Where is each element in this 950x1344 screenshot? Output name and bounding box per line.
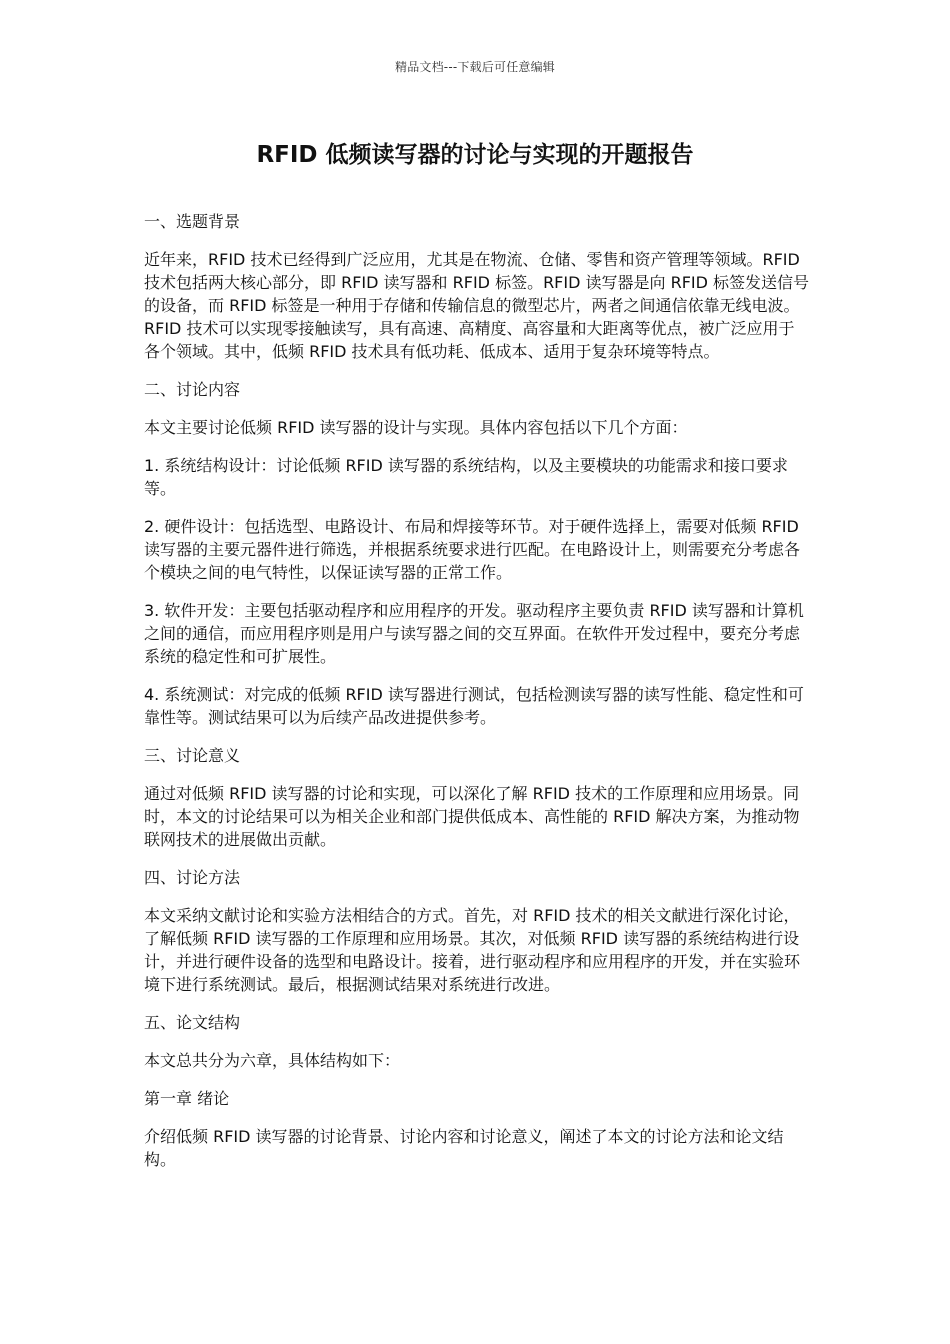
section-heading-content: 二、讨论内容: [144, 380, 241, 399]
paragraph-method: 本文采纳文献讨论和实验方法相结合的方式。首先，对 RFID 技术的相关文献进行深化讨论，了解低频 RFID 读写器的工作原理和应用场景。其次，对低频 RFID 读写器的系统结构进行设计，并进行硬件设备的选型和电路设计。接着，进行驱动程序和应用程序的开发，并在实验环境下进行系统测试。最后，根据测试结果对系统进行改进。: [144, 906, 801, 994]
section-heading-structure: 五、论文结构: [144, 1013, 241, 1032]
paragraph-significance: 通过对低频 RFID 读写器的讨论和实现，可以深化了解 RFID 技术的工作原理和应用场景。同时，本文的讨论结果可以为相关企业和部门提供低成本、高性能的 RFID 解决方案，为推动物联网技术的进展做出贡献。: [144, 784, 800, 849]
section-heading-background: 一、选题背景: [144, 212, 241, 231]
paragraph-content-intro: 本文主要讨论低频 RFID 读写器的设计与实现。具体内容包括以下几个方面：: [144, 418, 688, 437]
paragraph-content-item-3: 3. 软件开发：主要包括驱动程序和应用程序的开发。驱动程序主要负责 RFID 读写器和计算机之间的通信，而应用程序则是用户与读写器之间的交互界面。在软件开发过程中，要充分考虑系统的稳定性和可扩展性。: [144, 601, 804, 666]
document-title: RFID 低频读写器的讨论与实现的开题报告: [256, 142, 694, 168]
paragraph-chapter-1: 介绍低频 RFID 读写器的讨论背景、讨论内容和讨论意义，阐述了本文的讨论方法和论文结构。: [144, 1127, 784, 1169]
paragraph-content-item-4: 4. 系统测试：对完成的低频 RFID 读写器进行测试，包括检测读写器的读写性能、稳定性和可靠性等。测试结果可以为后续产品改进提供参考。: [144, 685, 804, 727]
chapter-heading-1: 第一章 绪论: [144, 1089, 230, 1108]
paragraph-background: 近年来，RFID 技术已经得到广泛应用，尤其是在物流、仓储、零售和资产管理等领域。RFID 技术包括两大核心部分，即 RFID 读写器和 RFID 标签。RFID 读写器是向 RFID 标签发送信号的设备，而 RFID 标签是一种用于存储和传输信息的微型芯片，两者之间通信依靠无线电波。RFID 技术可以实现零接触读写，具有高速、高精度、高容量和大距离等优点，被广泛应用于各个领域。其中，低频 RFID 技术具有低功耗、低成本、适用于复杂环境等特点。: [144, 250, 810, 361]
header-note: 精品文档---下载后可任意编辑: [395, 60, 555, 74]
section-heading-method: 四、讨论方法: [144, 868, 241, 887]
paragraph-structure-intro: 本文总共分为六章，具体结构如下：: [144, 1051, 401, 1070]
paragraph-content-item-1: 1. 系统结构设计：讨论低频 RFID 读写器的系统结构，以及主要模块的功能需求和接口要求等。: [144, 456, 788, 498]
paragraph-content-item-2: 2. 硬件设计：包括选型、电路设计、布局和焊接等环节。对于硬件选择上，需要对低频 RFID 读写器的主要元器件进行筛选，并根据系统要求进行匹配。在电路设计上，则需要充分考虑各个模块之间的电气特性，以保证读写器的正常工作。: [144, 517, 801, 582]
document-body: [144, 210, 810, 1186]
section-heading-significance: 三、讨论意义: [144, 746, 241, 765]
